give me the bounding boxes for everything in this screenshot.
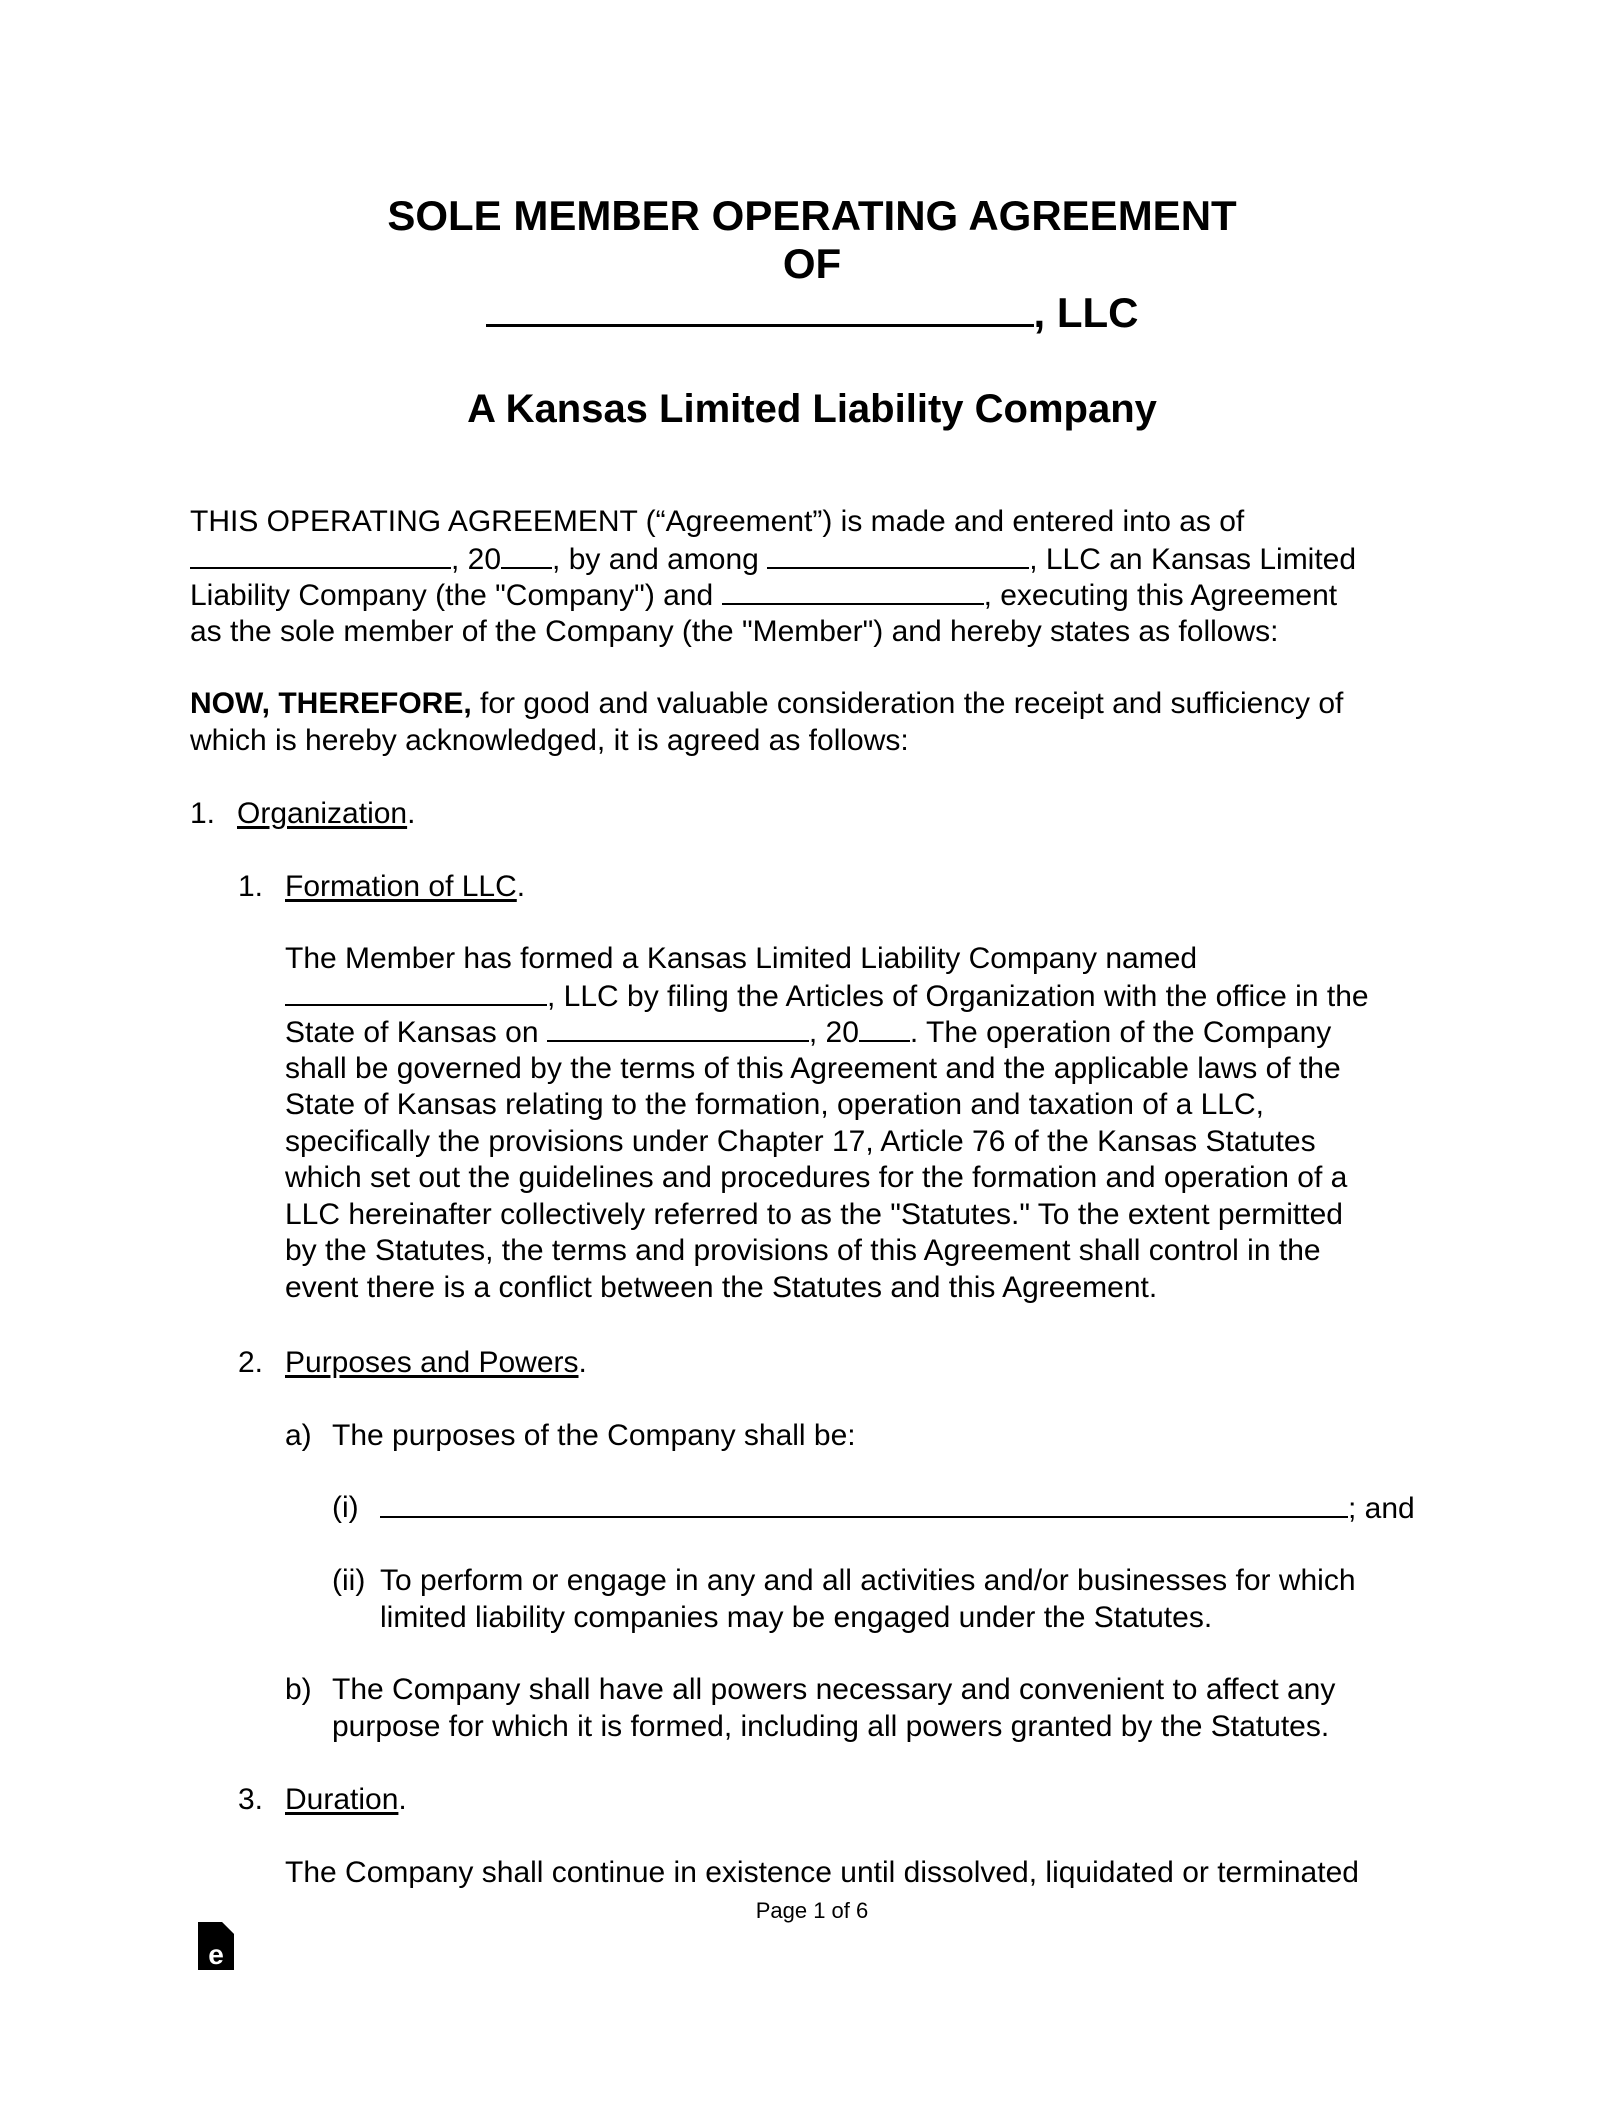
llc-suffix: , LLC <box>1033 289 1139 336</box>
document-title-line2: OF <box>782 240 842 287</box>
intro-line-1: THIS OPERATING AGREEMENT (“Agreement”) is made and entered into as of <box>190 505 1245 538</box>
filing-year-blank[interactable] <box>859 1014 910 1042</box>
subsection-2-heading: Purposes and Powers. <box>285 1346 587 1379</box>
item-ii-text <box>380 1563 1356 1636</box>
formation-line-5: State of Kansas relating to the formation, operation and taxation of a LLC, <box>285 1088 1264 1121</box>
item-b-line-2: purpose for which it is formed, including all powers granted by the Statutes. <box>332 1709 1330 1743</box>
item-a-text: The purposes of the Company shall be: <box>332 1419 856 1452</box>
subsection-1-heading: Formation of LLC. <box>285 870 526 903</box>
formation-line-9: by the Statutes, the terms and provisions of this Agreement shall control in the <box>285 1234 1321 1267</box>
document-subtitle: A Kansas Limited Liability Company <box>467 387 1157 431</box>
company-name-blank-2[interactable] <box>767 541 1029 569</box>
eforms-logo-icon <box>196 1920 236 1972</box>
formation-paragraph <box>285 941 1369 1306</box>
now-therefore-bold: NOW, THEREFORE, <box>190 687 472 720</box>
agreement-year-blank[interactable] <box>501 541 552 569</box>
item-ii-line-1: To perform or engage in any and all activities and/or businesses for which <box>380 1564 1356 1597</box>
document-title-line1: SOLE MEMBER OPERATING AGREEMENT <box>387 192 1237 239</box>
formation-company-blank[interactable] <box>285 978 547 1006</box>
formation-line-3: State of Kansas on , 20 . The operation of the Company <box>285 1016 1332 1049</box>
item-b-label: b) <box>285 1673 312 1706</box>
intro-line-4: as the sole member of the Company (the "Member") and hereby states as follows: <box>190 614 1279 648</box>
now-therefore-paragraph <box>190 686 1343 759</box>
formation-line-1: The Member has formed a Kansas Limited Liability Company named <box>285 942 1198 975</box>
formation-line-6: specifically the provisions under Chapter 17, Article 76 of the Kansas Statutes <box>285 1124 1316 1158</box>
item-ii-line-2: limited liability companies may be engaged under the Statutes. <box>380 1600 1213 1634</box>
eforms-logo-svg <box>196 1920 236 1972</box>
formation-line-8: LLC hereinafter collectively referred to as the "Statutes." To the extent permitted <box>285 1197 1343 1231</box>
subsection-2-number: 2. <box>238 1346 264 1379</box>
formation-line-2: , LLC by filing the Articles of Organization with the office in the <box>285 978 1369 1015</box>
item-ii-label: (ii) <box>332 1564 366 1597</box>
item-i-line: ; and <box>380 1490 1415 1527</box>
filing-date-blank[interactable] <box>547 1014 809 1042</box>
formation-line-7: which set out the guidelines and procedures for the formation and operation of a <box>285 1161 1348 1194</box>
company-name-blank[interactable] <box>486 290 1034 327</box>
subsection-3-heading: Duration. <box>285 1783 407 1816</box>
purpose-blank[interactable] <box>380 1490 1348 1518</box>
now-therefore-line-1: NOW, THEREFORE, for good and valuable consideration the receipt and sufficiency of <box>190 687 1344 720</box>
member-name-blank[interactable] <box>722 577 984 605</box>
document-title-line3 <box>0 289 1624 337</box>
agreement-date-blank[interactable] <box>190 541 451 569</box>
intro-line-3: Liability Company (the "Company") and , executing this Agreement <box>190 579 1338 612</box>
now-therefore-line-2: which is hereby acknowledged, it is agreed as follows: <box>190 723 909 757</box>
svg-text:e: e <box>208 1939 224 1970</box>
duration-line-1: The Company shall continue in existence until dissolved, liquidated or terminated <box>285 1856 1359 1889</box>
subsection-3-number: 3. <box>238 1783 264 1816</box>
item-i-label: (i) <box>332 1491 359 1524</box>
formation-line-4: shall be governed by the terms of this Agreement and the applicable laws of the <box>285 1051 1341 1085</box>
intro-line-2: , 20 , by and among , LLC an Kansas Limited <box>190 541 1356 578</box>
section-1-number: 1. <box>190 797 216 830</box>
section-1-heading: Organization. <box>237 797 416 830</box>
formation-line-10: event there is a conflict between the Statutes and this Agreement. <box>285 1270 1158 1304</box>
page-number: Page 1 of 6 <box>755 1898 869 1923</box>
item-b-text <box>332 1672 1335 1745</box>
subsection-1-number: 1. <box>238 870 264 903</box>
intro-paragraph <box>190 504 1356 650</box>
item-b-line-1: The Company shall have all powers necessary and convenient to affect any <box>332 1673 1336 1706</box>
item-a-label: a) <box>285 1419 312 1452</box>
